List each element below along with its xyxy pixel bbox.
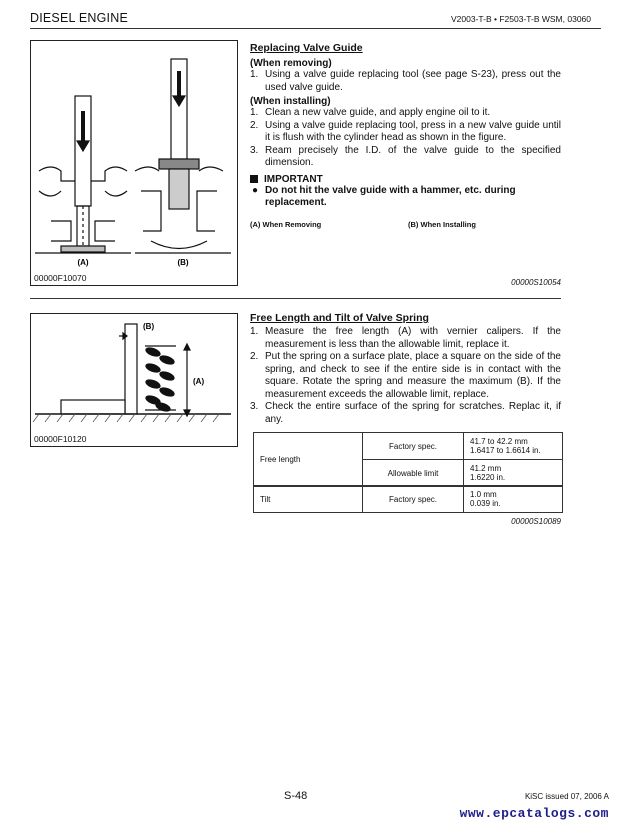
- figure-label-a: (A): [77, 258, 89, 267]
- section-title: Replacing Valve Guide: [250, 42, 363, 54]
- spring-label-b: (B): [143, 322, 155, 331]
- bullet-icon: ●: [252, 184, 259, 196]
- section-replacing-valve-guide: [250, 42, 561, 229]
- section-valve-spring: [250, 312, 561, 426]
- header-title: DIESEL ENGINE: [30, 11, 128, 25]
- spring-steps: [250, 326, 561, 426]
- spec-table-free-length: [253, 432, 563, 487]
- figure-code: 00000F10070: [34, 273, 87, 283]
- header-model: V2003-T-B • F2503-T-B WSM, 03060: [451, 14, 591, 24]
- doc-ref: 00000S10089: [511, 517, 561, 526]
- watermark: www.epcatalogs.com: [459, 806, 609, 821]
- valve-guide-illustration: [31, 41, 237, 271]
- important-notice: IMPORTANT: [250, 174, 561, 185]
- spring-label-a: (A): [193, 377, 205, 386]
- step-item: 2. Using a valve guide replacing tool, press in a new valve guide until it is flush with the cylinder head as shown in the figure.: [250, 119, 561, 143]
- installing-heading: (When installing): [250, 96, 331, 107]
- figure-label-b: (B): [177, 258, 189, 267]
- step-item: 1. Using a valve guide replacing tool (see page S-23), press out the used valve guide.: [250, 69, 561, 93]
- square-icon: [250, 175, 258, 183]
- spec-table-tilt: [253, 485, 563, 513]
- figure-captions: [250, 220, 561, 229]
- section-title: Free Length and Tilt of Valve Spring: [250, 312, 429, 324]
- figure-valve-spring: [30, 313, 238, 447]
- doc-ref: 00000S10054: [511, 278, 561, 287]
- factory-spec-label: Factory spec.: [363, 433, 464, 460]
- removing-steps: [250, 69, 561, 94]
- allowable-limit-value: 41.2 mm 1.6220 in.: [464, 460, 563, 487]
- tilt-label: Tilt: [254, 486, 363, 513]
- tilt-factory-value: 1.0 mm 0.039 in.: [464, 486, 563, 513]
- step-item: 1. Measure the free length (A) with vernier calipers. If the measurement is less than the allowable limit, replace it.: [250, 326, 561, 350]
- figure-code: 00000F10120: [34, 434, 87, 444]
- header-rule: [30, 28, 601, 29]
- important-bullet: ● Do not hit the valve guide with a hammer, etc. during replacement.: [252, 184, 516, 208]
- caption-a: (A) When Removing: [250, 219, 322, 229]
- tilt-factory-label: Factory spec.: [363, 486, 464, 513]
- figure-valve-guide: [30, 40, 238, 286]
- page-number: S-48: [284, 790, 308, 802]
- free-length-label: Free length: [254, 433, 363, 487]
- installing-steps: [250, 107, 561, 170]
- issued-date: KiSC issued 07, 2006 A: [524, 792, 609, 801]
- step-item: 1. Clean a new valve guide, and apply engine oil to it.: [250, 107, 491, 118]
- caption-b: (B) When Installing: [408, 219, 476, 229]
- step-item: 3. Check the entire surface of the spring for scratches. Replac it, if any.: [250, 401, 561, 425]
- section-rule: [30, 298, 561, 299]
- step-item: 3. Ream precisely the I.D. of the valve guide to the specified dimension.: [250, 144, 561, 168]
- step-item: 2. Put the spring on a surface plate, place a square on the side of the spring, and check to see if the entire side is in contact with the square. Rotate the spring and measure the maximum (B). If the measurement exceeds the allowable limit, replace.: [250, 351, 561, 400]
- valve-spring-illustration: [31, 314, 237, 434]
- factory-spec-value: 41.7 to 42.2 mm 1.6417 to 1.6614 in.: [464, 433, 563, 460]
- allowable-limit-label: Allowable limit: [363, 460, 464, 487]
- removing-heading: (When removing): [250, 58, 332, 69]
